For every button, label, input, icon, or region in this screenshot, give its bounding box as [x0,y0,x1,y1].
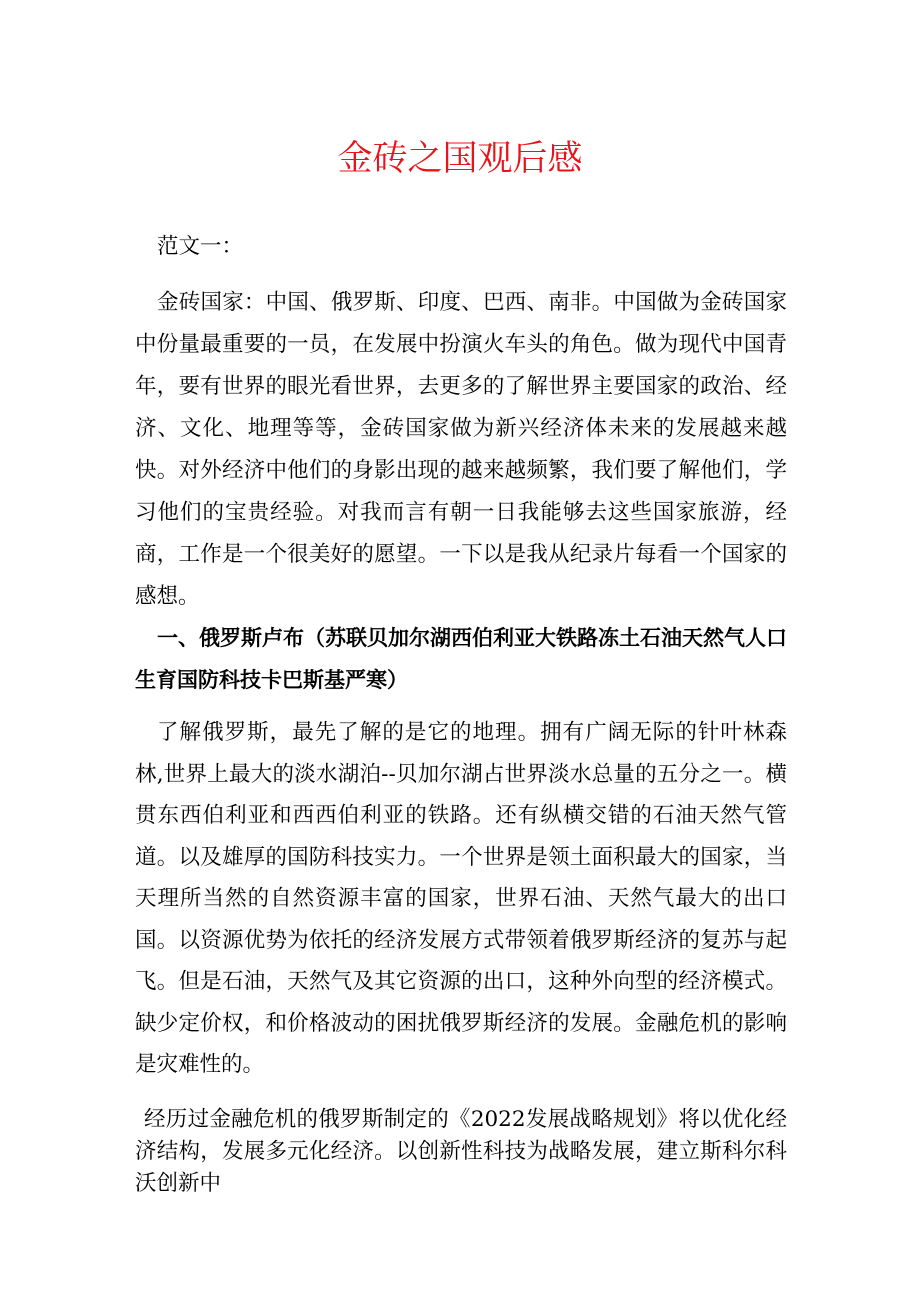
page-title: 金砖之国观后感 [337,139,583,179]
section-label: 范文一： [157,234,244,259]
russia-paragraph: 了解俄罗斯，最先了解的是它的地理。拥有广阔无际的针叶林森林,世界上最大的淡水湖泊--贝加尔湖占世界淡水总量的五分之一。横贯东西伯利亚和西西伯利亚的铁路。还有纵横交错的石油天然气管道。以及雄厚的国防科技实力。一个世界是领土面积最大的国家，当天理所当然的自然资源丰富的国家，世界石油、天然气最大的出口国。以资源优势为依托的经济发展方式带领着俄罗斯经济的复苏与起飞。但是石油，天然气及其它资源的出口，这种外向型的经济模式。缺少定价权，和价格波动的困扰俄罗斯经济的发展。金融危机的影响是灾难性的。 [135,720,787,1077]
strategy-paragraph: 经历过金融危机的俄罗斯制定的《2022发展战略规划》将以优化经济结构，发展多元化经济。以创新性科技为战略发展，建立斯科尔科沃创新中 [135,1107,787,1196]
section-heading-russia: 一、俄罗斯卢布（苏联贝加尔湖西伯利亚大铁路冻土石油天然气人口生育国防科技卡巴斯基严寒） [135,625,787,692]
intro-paragraph: 金砖国家：中国、俄罗斯、印度、巴西、南非。中国做为金砖国家中份量最重要的一员，在发展中扮演火车头的角色。做为现代中国青年，要有世界的眼光看世界，去更多的了解世界主要国家的政治、经济、文化、地理等等，金砖国家做为新兴经济体未来的发展越来越快。对外经济中他们的身影出现的越来越频繁，我们要了解他们，学习他们的宝贵经验。对我而言有朝一日我能够去这些国家旅游，经商，工作是一个很美好的愿望。一下以是我从纪录片每看一个国家的感想。 [135,290,787,609]
